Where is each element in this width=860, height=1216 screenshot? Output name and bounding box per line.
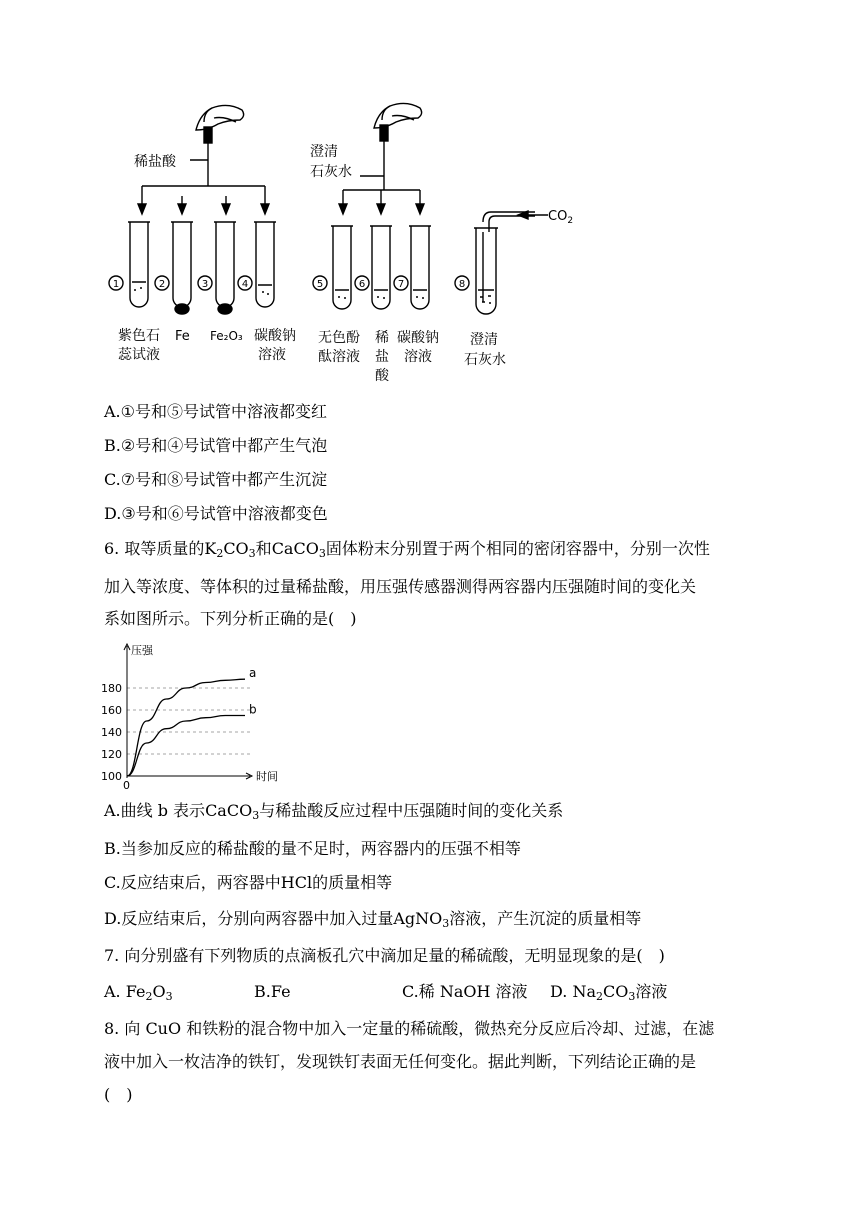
y-tick-label: 160 [101,704,122,717]
q5-option-d[interactable]: D.③号和⑥号试管中溶液都变色 [104,504,328,523]
reagent-label-limewater: 石灰水 [310,164,352,180]
tube-label: 澄清 [470,332,498,348]
tube-label: 酸 [375,368,389,384]
q5-option-c[interactable]: C.⑦号和⑧号试管中都产生沉淀 [104,470,328,489]
tube-number: 1 [112,279,120,290]
reagent-label-hcl: 稀盐酸 [134,154,176,170]
q6-option-a[interactable] [104,800,563,822]
q7-option-c[interactable]: C.稀 NaOH 溶液 [402,982,528,1001]
q6-text: 的质量相等 [312,873,393,892]
series-line-b [127,716,245,777]
tube-label: 稀 [375,330,389,346]
q6-option-d[interactable] [104,908,641,930]
q8-stem-line1: 8. 向 CuO 和铁粉的混合物中加入一定量的稀硫酸，微热充分反应后冷却、过滤，在滤 [104,1019,715,1038]
chem-formula-hcl: HCl [280,873,313,892]
q6-option-b[interactable]: B.当参加反应的稀盐酸的量不足时，两容器内的压强不相等 [104,839,521,858]
experiment-figure [0,0,860,395]
q5-option-b[interactable]: B.②号和④号试管中都产生气泡 [104,436,328,455]
series-label-a: a [249,666,257,681]
tube-label: Fe₂O₃ [210,329,243,343]
tube-label: 盐 [375,349,389,365]
y-tick-label: 180 [101,682,122,695]
q7-option-d[interactable]: D. $Na_2CO_3$溶液 [550,982,668,1003]
q6-text: 溶液，产生沉淀的质量相等 [449,909,642,928]
q6-text: D.反应结束后，分别向两容器中加入过量 [104,909,394,928]
tube-number: 3 [201,279,209,290]
q6-text: A.曲线 b 表示 [104,801,206,820]
q7-option-a[interactable]: A. $Fe_2O_3$ [104,982,173,1003]
q8-stem-line2: 液中加入一枚洁净的铁钉，发现铁钉表面无任何变化。据此判断，下列结论正确的是 [104,1052,697,1071]
tube-label: Fe [175,329,190,344]
reagent-label-limewater: 澄清 [310,144,338,160]
y-tick-label: 100 [101,770,122,783]
chem-formula-k2co3: $K_2CO_3$ [204,539,256,560]
tube-number: 8 [458,279,466,290]
tube-label: 溶液 [258,347,286,363]
hand-dropper-icon [374,103,422,160]
x-axis-label: 时间 [256,770,278,783]
tube-label: 碳酸钠 [254,328,296,344]
tube-number: 2 [158,279,166,290]
tube-label: 碳酸钠 [397,330,439,346]
tube-number: 6 [358,279,366,290]
q6-stem-line2: 加入等浓度、等体积的过量稀盐酸，用压强传感器测得两容器内压强随时间的变化关 [104,577,697,596]
tube-label: 酞溶液 [318,349,360,365]
chem-formula-agno3: AgNO$_3$ [393,909,450,930]
series-line-a [127,679,245,776]
q6-text: 和 [255,539,272,558]
series-label-b: b [249,702,257,717]
tube-number: 4 [241,279,249,290]
q8-stem-line3: ( ) [104,1085,133,1104]
q7-option-b[interactable]: B.Fe [254,982,291,1001]
q6-text: 6. 取等质量的 [104,539,205,558]
tube-label: 无色酚 [318,330,360,346]
q6-stem-line1 [104,538,710,560]
y-axis-label: 压强 [131,644,153,657]
q5-option-a[interactable]: A.①号和⑤号试管中溶液都变红 [104,402,327,421]
q6-text: 固体粉末分别置于两个相同的密闭容器中，分别一次性 [325,539,710,558]
origin-label: 0 [123,779,130,790]
co2-label: $CO_2$ [548,209,574,226]
q7-stem: 7. 向分别盛有下列物质的点滴板孔穴中滴加足量的稀硫酸，无明显现象的是( ) [104,946,665,965]
tube-label: 紫色石 [118,328,160,344]
hand-dropper-icon [196,105,244,160]
q6-text: 与稀盐酸反应过程中压强随时间的变化关系 [259,801,564,820]
q6-stem-line3: 系如图所示。下列分析正确的是( ) [104,609,357,628]
y-tick-label: 120 [101,748,122,761]
q7-options [104,981,667,1003]
tube-label: 蕊试液 [118,347,160,363]
tube-label: 石灰水 [464,352,506,368]
y-tick-label: 140 [101,726,122,739]
q6-option-c[interactable] [104,872,392,894]
tube-number: 7 [397,279,405,290]
pressure-time-chart [100,640,290,790]
q6-text: C.反应结束后，两容器中 [104,873,281,892]
tube-label: 溶液 [404,349,432,365]
chem-formula-caco3: CaCO$_3$ [205,801,260,822]
tube-number: 5 [316,279,324,290]
chem-formula-caco3: CaCO$_3$ [271,539,326,560]
